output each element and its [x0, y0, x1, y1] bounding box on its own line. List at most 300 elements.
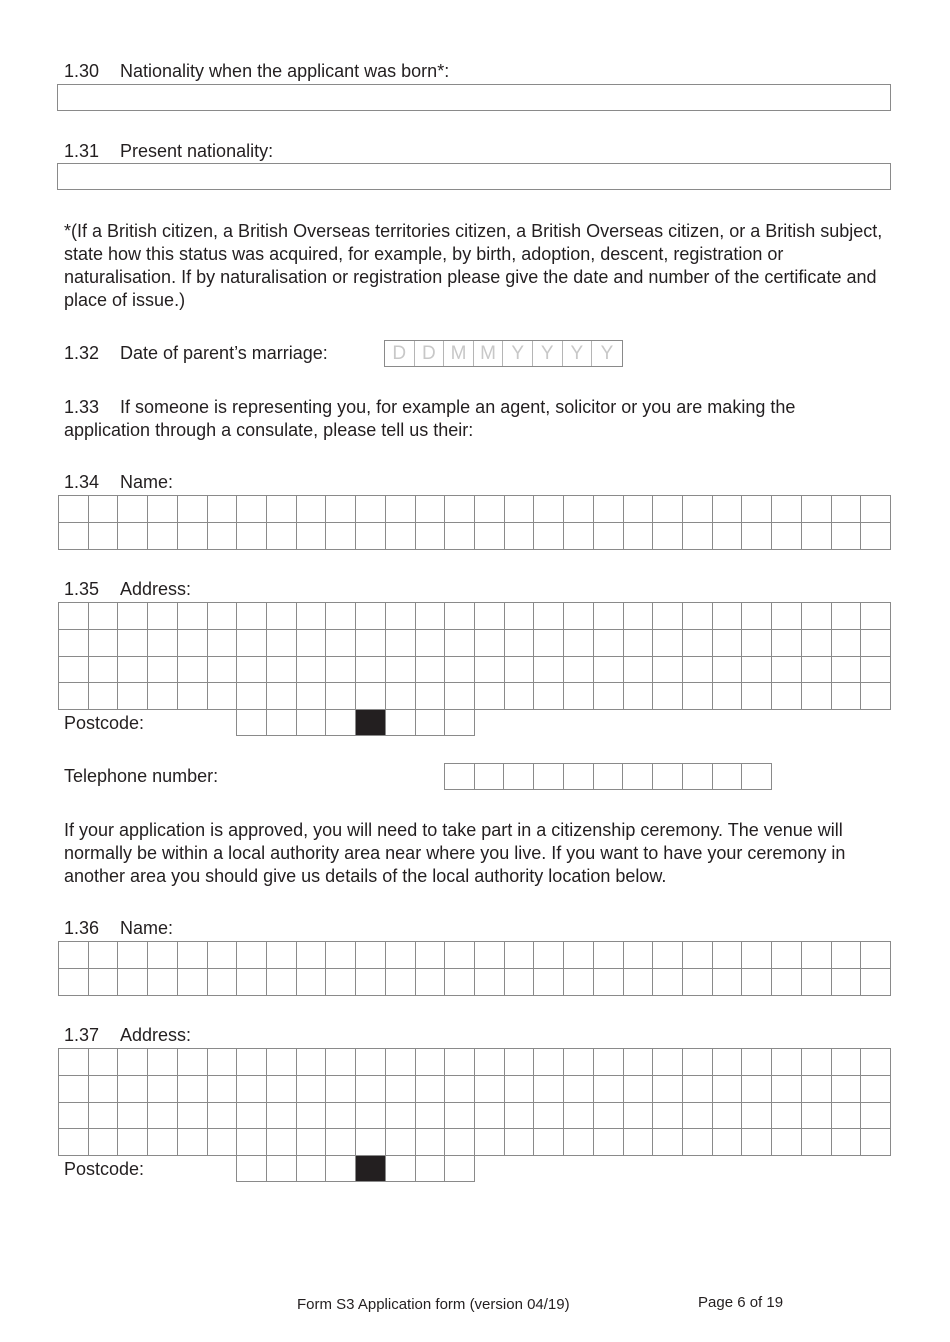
character-box[interactable] [267, 1103, 297, 1130]
character-box[interactable] [624, 1076, 654, 1103]
character-box[interactable] [118, 657, 148, 684]
character-box[interactable] [505, 1103, 535, 1130]
character-box[interactable] [386, 1076, 416, 1103]
character-box[interactable] [89, 603, 119, 630]
character-box[interactable] [356, 523, 386, 550]
character-box[interactable] [148, 1076, 178, 1103]
character-box[interactable] [861, 969, 891, 996]
character-box[interactable] [534, 603, 564, 630]
character-box[interactable] [564, 1049, 594, 1076]
character-box[interactable] [445, 942, 475, 969]
character-box[interactable] [742, 657, 772, 684]
character-box[interactable] [445, 1076, 475, 1103]
character-box[interactable] [356, 1076, 386, 1103]
character-box[interactable] [297, 683, 327, 710]
character-box[interactable] [208, 603, 238, 630]
character-box[interactable] [356, 942, 386, 969]
character-box[interactable] [832, 942, 862, 969]
character-box[interactable] [653, 630, 683, 657]
character-box[interactable] [653, 1129, 683, 1156]
character-box[interactable] [297, 603, 327, 630]
character-box[interactable] [683, 1076, 713, 1103]
character-box[interactable] [148, 1049, 178, 1076]
character-box[interactable] [683, 657, 713, 684]
character-box[interactable] [534, 764, 564, 790]
character-box[interactable] [683, 496, 713, 523]
character-box[interactable] [297, 1103, 327, 1130]
character-box[interactable] [148, 1103, 178, 1130]
character-box[interactable] [772, 942, 802, 969]
character-box[interactable] [148, 603, 178, 630]
character-box[interactable] [861, 603, 891, 630]
character-box[interactable] [802, 523, 832, 550]
character-box[interactable] [624, 1049, 654, 1076]
character-box[interactable] [594, 683, 624, 710]
character-box[interactable] [267, 1129, 297, 1156]
character-box[interactable] [237, 969, 267, 996]
character-box[interactable] [386, 1156, 416, 1182]
character-box[interactable] [624, 603, 654, 630]
character-box[interactable] [861, 942, 891, 969]
character-box[interactable] [267, 969, 297, 996]
character-box[interactable] [624, 683, 654, 710]
character-box[interactable] [267, 942, 297, 969]
character-box[interactable] [683, 764, 713, 790]
character-box[interactable] [267, 683, 297, 710]
character-box[interactable] [148, 1129, 178, 1156]
character-box[interactable] [89, 969, 119, 996]
character-box[interactable] [772, 657, 802, 684]
character-box[interactable] [505, 657, 535, 684]
character-box[interactable] [59, 1076, 89, 1103]
character-box[interactable] [356, 603, 386, 630]
character-box[interactable] [861, 1129, 891, 1156]
character-box[interactable] [416, 523, 446, 550]
character-box[interactable] [237, 1103, 267, 1130]
character-box[interactable] [832, 630, 862, 657]
character-box[interactable] [564, 603, 594, 630]
character-box[interactable] [742, 630, 772, 657]
character-box[interactable] [237, 657, 267, 684]
character-box[interactable] [534, 1076, 564, 1103]
character-box[interactable] [445, 630, 475, 657]
character-box[interactable] [445, 683, 475, 710]
character-box[interactable] [534, 1103, 564, 1130]
character-box[interactable] [386, 1129, 416, 1156]
character-box[interactable] [416, 1049, 446, 1076]
character-box[interactable] [653, 496, 683, 523]
character-box[interactable] [416, 710, 446, 736]
character-box[interactable] [386, 683, 416, 710]
character-box[interactable] [594, 523, 624, 550]
character-box[interactable] [742, 1129, 772, 1156]
character-box[interactable] [445, 710, 475, 736]
character-box[interactable] [653, 523, 683, 550]
character-box[interactable] [564, 1076, 594, 1103]
character-box[interactable] [624, 942, 654, 969]
character-box[interactable] [475, 1103, 505, 1130]
character-box[interactable] [416, 657, 446, 684]
character-box[interactable] [802, 1129, 832, 1156]
character-box[interactable] [713, 1049, 743, 1076]
character-box[interactable] [89, 1076, 119, 1103]
character-box[interactable] [326, 969, 356, 996]
character-box[interactable] [445, 1049, 475, 1076]
character-box[interactable] [713, 630, 743, 657]
character-box[interactable] [386, 603, 416, 630]
character-box[interactable] [534, 496, 564, 523]
character-box[interactable] [653, 657, 683, 684]
character-box[interactable] [832, 969, 862, 996]
character-box[interactable] [89, 1103, 119, 1130]
character-box[interactable] [683, 523, 713, 550]
character-box[interactable] [713, 683, 743, 710]
character-box[interactable] [475, 1076, 505, 1103]
character-box[interactable] [416, 630, 446, 657]
character-box[interactable] [326, 496, 356, 523]
character-box[interactable] [505, 603, 535, 630]
character-box[interactable] [683, 942, 713, 969]
character-box[interactable] [624, 1103, 654, 1130]
character-box[interactable] [237, 1049, 267, 1076]
character-box[interactable] [594, 764, 624, 790]
character-box[interactable] [624, 496, 654, 523]
character-box[interactable] [326, 942, 356, 969]
character-box[interactable] [772, 1103, 802, 1130]
date-day-box[interactable]: D [385, 341, 415, 366]
character-box[interactable] [802, 496, 832, 523]
character-box[interactable] [178, 630, 208, 657]
character-box[interactable] [802, 683, 832, 710]
character-box[interactable] [505, 496, 535, 523]
character-box[interactable] [505, 1076, 535, 1103]
character-box[interactable] [148, 683, 178, 710]
date-year-box[interactable]: Y [600, 343, 614, 364]
character-box[interactable] [297, 496, 327, 523]
character-box[interactable] [356, 1103, 386, 1130]
character-box[interactable] [118, 523, 148, 550]
character-box[interactable] [475, 942, 505, 969]
character-box[interactable] [772, 1049, 802, 1076]
character-box[interactable] [861, 496, 891, 523]
character-box[interactable] [445, 1129, 475, 1156]
character-box[interactable] [237, 1076, 267, 1103]
character-box[interactable] [683, 1129, 713, 1156]
character-box[interactable] [118, 603, 148, 630]
character-box[interactable] [802, 1076, 832, 1103]
character-box[interactable] [59, 1129, 89, 1156]
character-box[interactable] [267, 1076, 297, 1103]
character-box[interactable] [742, 496, 772, 523]
character-box[interactable] [713, 1103, 743, 1130]
character-box[interactable] [148, 523, 178, 550]
character-box[interactable] [802, 630, 832, 657]
character-box[interactable] [208, 969, 238, 996]
character-box[interactable] [118, 1049, 148, 1076]
character-box[interactable] [59, 942, 89, 969]
character-box[interactable] [475, 603, 505, 630]
character-box[interactable] [594, 1129, 624, 1156]
character-box[interactable] [713, 1076, 743, 1103]
character-box[interactable] [89, 1049, 119, 1076]
character-box[interactable] [742, 1103, 772, 1130]
character-box[interactable] [297, 710, 327, 736]
character-box[interactable] [653, 603, 683, 630]
character-box[interactable] [118, 630, 148, 657]
character-box[interactable] [148, 657, 178, 684]
character-box[interactable] [386, 523, 416, 550]
character-box[interactable] [59, 630, 89, 657]
character-box[interactable] [475, 1129, 505, 1156]
character-box[interactable] [742, 969, 772, 996]
character-box[interactable] [653, 683, 683, 710]
character-box[interactable] [89, 657, 119, 684]
character-box[interactable] [832, 1049, 862, 1076]
character-box[interactable] [59, 1103, 89, 1130]
character-box[interactable] [475, 523, 505, 550]
character-box[interactable] [356, 969, 386, 996]
character-box[interactable] [178, 1129, 208, 1156]
character-box[interactable] [118, 496, 148, 523]
character-box[interactable] [416, 496, 446, 523]
character-box[interactable] [802, 942, 832, 969]
character-box[interactable] [445, 523, 475, 550]
date-month-box[interactable]: M [444, 341, 474, 366]
character-box[interactable] [267, 1049, 297, 1076]
character-box[interactable] [89, 942, 119, 969]
character-box[interactable] [653, 969, 683, 996]
character-box[interactable] [742, 942, 772, 969]
character-box[interactable] [713, 764, 743, 790]
character-box[interactable] [772, 683, 802, 710]
character-box[interactable] [623, 764, 653, 790]
character-box[interactable] [297, 1076, 327, 1103]
character-box[interactable] [356, 1049, 386, 1076]
character-box[interactable] [505, 942, 535, 969]
character-box[interactable] [297, 969, 327, 996]
character-box[interactable] [594, 1049, 624, 1076]
character-box[interactable] [742, 603, 772, 630]
character-box[interactable] [118, 969, 148, 996]
character-box[interactable] [297, 523, 327, 550]
character-box[interactable] [178, 496, 208, 523]
character-box[interactable] [297, 1156, 327, 1182]
character-box[interactable] [772, 969, 802, 996]
character-box[interactable] [445, 1103, 475, 1130]
character-box[interactable] [742, 764, 772, 790]
character-box[interactable] [624, 523, 654, 550]
character-box[interactable] [237, 942, 267, 969]
character-box[interactable] [653, 1049, 683, 1076]
character-box[interactable] [594, 630, 624, 657]
character-box[interactable] [861, 683, 891, 710]
character-box[interactable] [594, 603, 624, 630]
character-box[interactable] [713, 496, 743, 523]
character-box[interactable] [505, 969, 535, 996]
character-box[interactable] [534, 523, 564, 550]
character-box[interactable] [326, 657, 356, 684]
character-box[interactable] [297, 1129, 327, 1156]
character-box[interactable] [564, 1103, 594, 1130]
character-box[interactable] [564, 969, 594, 996]
character-box[interactable] [118, 1103, 148, 1130]
character-box[interactable] [534, 630, 564, 657]
character-box[interactable] [713, 657, 743, 684]
character-box[interactable] [267, 1156, 297, 1182]
character-box[interactable] [534, 657, 564, 684]
character-box[interactable] [89, 630, 119, 657]
character-box[interactable] [564, 942, 594, 969]
character-box[interactable] [505, 1049, 535, 1076]
character-box[interactable] [89, 523, 119, 550]
character-box[interactable] [653, 942, 683, 969]
character-box[interactable] [118, 942, 148, 969]
character-box[interactable] [237, 630, 267, 657]
character-box[interactable] [772, 603, 802, 630]
character-box[interactable] [624, 630, 654, 657]
character-box[interactable] [861, 1103, 891, 1130]
character-box[interactable] [148, 942, 178, 969]
character-box[interactable] [326, 1103, 356, 1130]
character-box[interactable] [505, 523, 535, 550]
character-box[interactable] [208, 630, 238, 657]
present-nationality-field[interactable] [57, 163, 891, 190]
character-box[interactable] [475, 764, 505, 790]
character-box[interactable] [356, 630, 386, 657]
character-box[interactable] [534, 942, 564, 969]
character-box[interactable] [564, 683, 594, 710]
character-box[interactable] [445, 764, 475, 790]
character-box[interactable] [386, 942, 416, 969]
character-box[interactable] [386, 710, 416, 736]
character-box[interactable] [237, 603, 267, 630]
character-box[interactable] [713, 969, 743, 996]
character-box[interactable] [445, 603, 475, 630]
character-box[interactable] [832, 683, 862, 710]
character-box[interactable] [861, 657, 891, 684]
character-box[interactable] [89, 683, 119, 710]
character-box[interactable] [683, 1049, 713, 1076]
local-authority-address-grid[interactable] [58, 1048, 891, 1156]
character-box[interactable] [534, 683, 564, 710]
character-box[interactable] [445, 969, 475, 996]
date-day-box[interactable]: D [415, 341, 445, 366]
character-box[interactable] [267, 523, 297, 550]
character-box[interactable] [564, 657, 594, 684]
character-box[interactable] [772, 1129, 802, 1156]
character-box[interactable] [416, 603, 446, 630]
character-box[interactable] [505, 683, 535, 710]
character-box[interactable] [416, 1129, 446, 1156]
character-box[interactable] [356, 1129, 386, 1156]
nationality-at-birth-field[interactable] [57, 84, 891, 111]
character-box[interactable] [267, 630, 297, 657]
character-box[interactable] [297, 630, 327, 657]
character-box[interactable] [624, 1129, 654, 1156]
date-year-box[interactable]: Y [563, 341, 593, 366]
character-box[interactable] [356, 496, 386, 523]
character-box[interactable] [297, 942, 327, 969]
character-box[interactable] [475, 630, 505, 657]
character-box[interactable] [742, 523, 772, 550]
representative-name-grid[interactable] [58, 495, 891, 550]
character-box[interactable] [802, 1103, 832, 1130]
character-box[interactable] [59, 683, 89, 710]
character-box[interactable] [178, 523, 208, 550]
date-month-box[interactable]: M [474, 341, 504, 366]
character-box[interactable] [594, 496, 624, 523]
character-box[interactable] [386, 496, 416, 523]
character-box[interactable] [118, 683, 148, 710]
character-box[interactable] [297, 657, 327, 684]
character-box[interactable] [802, 969, 832, 996]
character-box[interactable] [772, 1076, 802, 1103]
character-box[interactable] [237, 710, 267, 736]
character-box[interactable] [178, 1103, 208, 1130]
date-year-box[interactable]: Y [503, 341, 533, 366]
character-box[interactable] [653, 1076, 683, 1103]
character-box[interactable] [326, 1156, 356, 1182]
character-box[interactable] [534, 1129, 564, 1156]
character-box[interactable] [208, 942, 238, 969]
character-box[interactable] [386, 1049, 416, 1076]
character-box[interactable] [653, 764, 683, 790]
character-box[interactable] [59, 1049, 89, 1076]
character-box[interactable] [356, 657, 386, 684]
character-box[interactable] [475, 683, 505, 710]
character-box[interactable] [802, 603, 832, 630]
character-box[interactable] [118, 1076, 148, 1103]
character-box[interactable] [475, 657, 505, 684]
character-box[interactable] [178, 603, 208, 630]
character-box[interactable] [267, 603, 297, 630]
character-box[interactable] [237, 683, 267, 710]
character-box[interactable] [297, 1049, 327, 1076]
character-box[interactable] [832, 523, 862, 550]
character-box[interactable] [832, 1076, 862, 1103]
date-year-box[interactable]: Y [533, 341, 563, 366]
character-box[interactable] [624, 969, 654, 996]
character-box[interactable] [386, 657, 416, 684]
character-box[interactable] [445, 496, 475, 523]
character-box[interactable] [267, 710, 297, 736]
character-box[interactable] [713, 942, 743, 969]
character-box[interactable] [208, 683, 238, 710]
character-box[interactable] [832, 1129, 862, 1156]
character-box[interactable] [802, 657, 832, 684]
character-box[interactable] [386, 630, 416, 657]
character-box[interactable] [237, 1156, 267, 1182]
character-box[interactable] [208, 496, 238, 523]
character-box[interactable] [475, 496, 505, 523]
character-box[interactable] [178, 657, 208, 684]
character-box[interactable] [386, 969, 416, 996]
character-box[interactable] [445, 657, 475, 684]
local-authority-name-grid[interactable] [58, 941, 891, 996]
character-box[interactable] [208, 1129, 238, 1156]
character-box[interactable] [59, 603, 89, 630]
character-box[interactable] [148, 496, 178, 523]
character-box[interactable] [653, 1103, 683, 1130]
character-box[interactable] [594, 969, 624, 996]
character-box[interactable] [683, 603, 713, 630]
character-box[interactable] [416, 942, 446, 969]
character-box[interactable] [326, 710, 356, 736]
character-box[interactable] [416, 969, 446, 996]
character-box[interactable] [505, 1129, 535, 1156]
character-box[interactable] [386, 1103, 416, 1130]
character-box[interactable] [59, 496, 89, 523]
